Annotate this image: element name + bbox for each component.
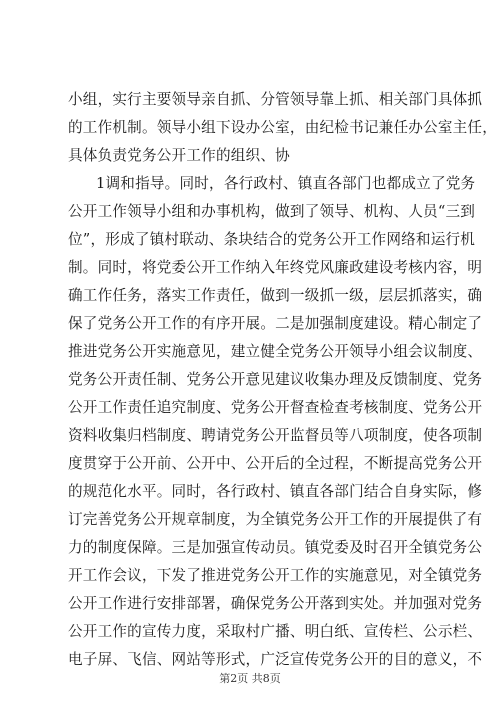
page-number-footer: 第2页 共8页 [219, 672, 281, 685]
text-line: 力的制度保障。三是加强宣传动员。镇党委及时召开全镇党务公 [68, 539, 483, 556]
text-line: 的规范化水平。同时，各行政村、镇直各部门结合自身实际，修 [68, 483, 483, 500]
text-line: 公开工作领导小组和办事机构，做到了领导、机构、人员“三到 [68, 203, 476, 220]
text-line: 保了党务公开工作的有序开展。二是加强制度建设。精心制定了 [68, 315, 483, 332]
text-line: 1调和指导。同时，各行政村、镇直各部门也都成立了党务 [96, 175, 476, 192]
text-line: 开工作会议，下发了推进党务公开工作的实施意见，对全镇党务 [68, 567, 483, 584]
text-line: 公开工作的宣传力度，采取村广播、明白纸、宣传栏、公示栏、 [68, 623, 483, 640]
text-line: 具体负责党务公开工作的组织、协 [68, 147, 290, 164]
text-line: 确工作任务，落实工作责任，做到一级抓一级，层层抓落实，确 [68, 287, 483, 304]
text-line: 制。同时，将党委公开工作纳入年终党风廉政建设考核内容，明 [68, 259, 483, 276]
text-line: 推进党务公开实施意见，建立健全党务公开领导小组会议制度、 [68, 343, 483, 360]
text-line: 订完善党务公开规章制度，为全镇党务公开工作的开展提供了有 [68, 511, 483, 528]
text-line: 度贯穿于公开前、公开中、公开后的全过程，不断提高党务公开 [68, 455, 483, 472]
text-line: 党务公开责任制、党务公开意见建议收集办理及反馈制度、党务 [68, 371, 483, 388]
text-line: 的工作机制。领导小组下设办公室，由纪检书记兼任办公室主任， [68, 119, 498, 136]
text-line: 小组，实行主要领导亲自抓、分管领导靠上抓、相关部门具体抓 [68, 91, 483, 108]
text-line: 公开工作责任追究制度、党务公开督查检查考核制度、党务公开 [68, 399, 483, 416]
text-line: 位”，形成了镇村联动、条块结合的党务公开工作网络和运行机 [68, 231, 476, 248]
text-line: 公开工作进行安排部署，确保党务公开落到实处。并加强对党务 [68, 595, 483, 612]
text-line: 资料收集归档制度、聘请党务公开监督员等八项制度，使各项制 [68, 427, 483, 444]
text-line: 电子屏、飞信、网站等形式，广泛宣传党务公开的目的意义，不 [68, 651, 483, 668]
